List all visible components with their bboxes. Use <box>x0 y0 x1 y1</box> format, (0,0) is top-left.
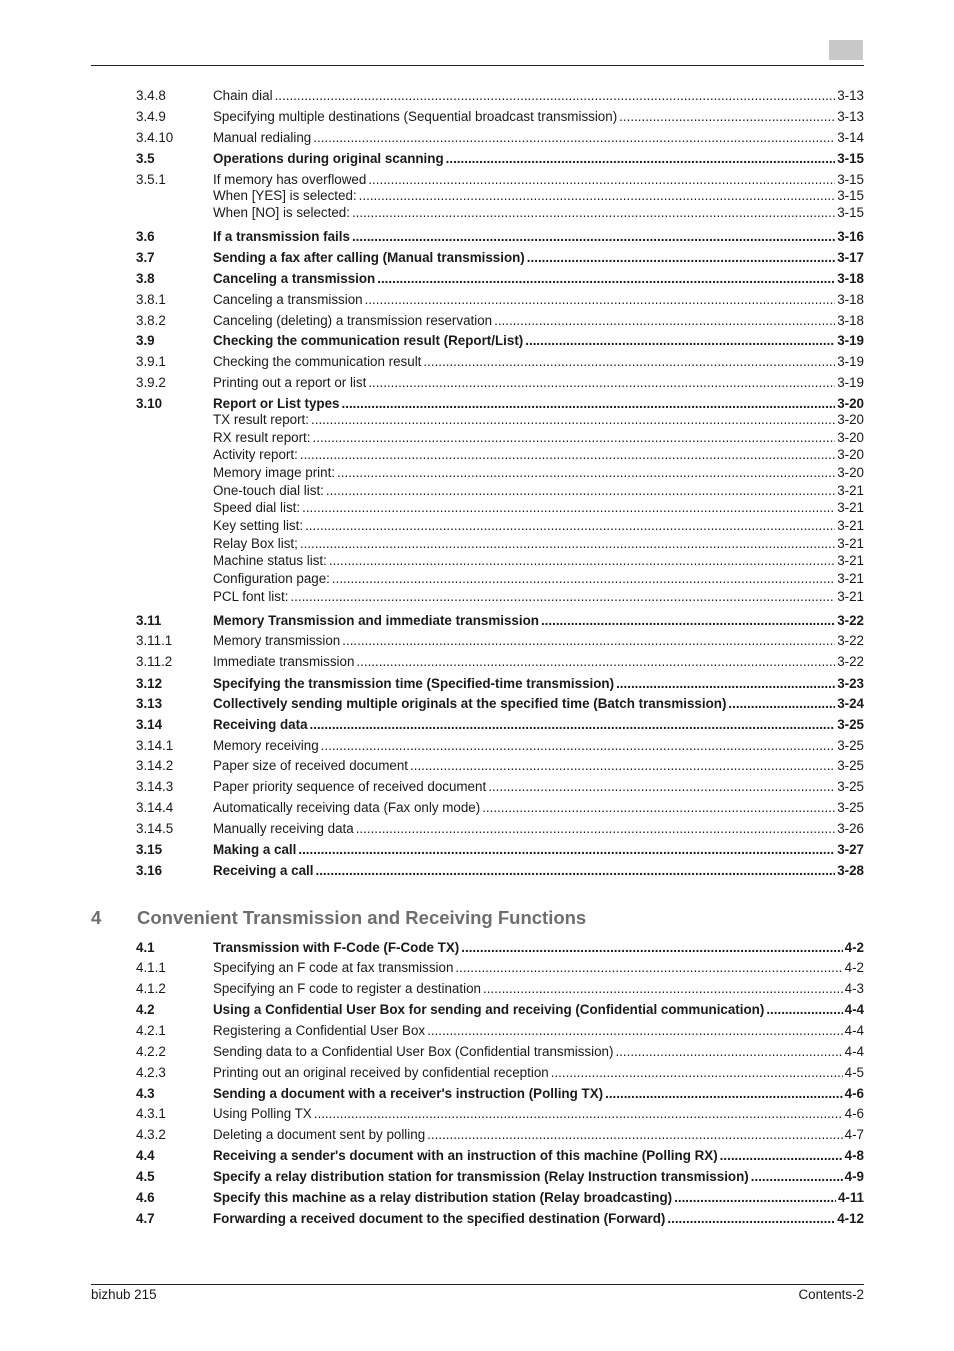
toc-entry-page: 4-12 <box>837 1211 864 1226</box>
dot-leader <box>667 1210 835 1227</box>
dot-leader <box>446 150 836 167</box>
toc-entry-title: Making a call <box>213 842 297 857</box>
toc-entry-page: 4-9 <box>844 1169 864 1184</box>
toc-entry-title: Manually receiving data <box>213 821 354 836</box>
toc-entry-number: 3.14 <box>136 717 163 732</box>
toc-entry[interactable] <box>136 959 864 976</box>
dot-leader <box>410 757 835 774</box>
toc-entry-page: 3-16 <box>837 229 864 244</box>
toc-entry-page: 3-20 <box>837 447 864 462</box>
toc-entry[interactable] <box>136 1210 864 1227</box>
dot-leader <box>275 87 836 104</box>
toc-entry-number: 3.11.2 <box>136 654 173 669</box>
toc-entry-title: When [YES] is selected: <box>213 188 357 203</box>
toc-entry[interactable] <box>136 353 864 370</box>
toc-entry[interactable] <box>136 939 864 956</box>
dot-leader <box>337 464 835 481</box>
dot-leader <box>305 517 835 534</box>
dot-leader <box>488 778 835 795</box>
toc-entry-title: Sending data to a Confidential User Box (Confidential transmission) <box>213 1044 614 1059</box>
chapter-number: 4 <box>91 907 102 928</box>
dot-leader <box>427 1126 842 1143</box>
toc-entry[interactable] <box>136 332 864 349</box>
toc-entry[interactable] <box>136 841 864 858</box>
dot-leader <box>352 204 835 221</box>
footer-divider <box>91 1284 864 1285</box>
toc-entry-page: 4-7 <box>844 1127 864 1142</box>
toc-entry-title: Memory image print: <box>213 465 336 480</box>
dot-leader <box>300 446 835 463</box>
toc-entry-title: Memory Transmission and immediate transmission <box>213 613 539 628</box>
toc-entry-number: 3.8.2 <box>136 313 166 328</box>
toc-entry-title: Memory transmission <box>213 633 341 648</box>
toc-entry[interactable] <box>213 535 864 552</box>
toc-entry-page: 3-20 <box>837 465 864 480</box>
toc-entry-title: Transmission with F-Code (F-Code TX) <box>213 940 460 955</box>
dot-leader <box>342 632 835 649</box>
toc-entry-number: 3.8 <box>136 271 155 286</box>
toc-entry-page: 3-25 <box>837 758 864 773</box>
toc-entry-title: When [NO] is selected: <box>213 205 350 220</box>
footer-product: bizhub 215 <box>91 1287 157 1302</box>
toc-entry[interactable] <box>213 187 864 204</box>
toc-entry-number: 3.4.9 <box>136 109 166 124</box>
dot-leader <box>494 312 835 329</box>
toc-entry-number: 4.1 <box>136 940 155 955</box>
toc-entry-page: 3-26 <box>837 821 864 836</box>
toc-entry[interactable] <box>136 757 864 774</box>
toc-entry-title: Manual redialing <box>213 130 312 145</box>
toc-entry-number: 3.4.8 <box>136 88 166 103</box>
toc-entry-title: Key setting list: <box>213 518 304 533</box>
toc-entry-page: 3-21 <box>837 518 864 533</box>
chapter-title: Convenient Transmission and Receiving Functions <box>137 907 587 928</box>
toc-entry[interactable] <box>136 612 864 629</box>
toc-entry-number: 3.14.4 <box>136 800 174 815</box>
toc-entry-number: 3.13 <box>136 696 163 711</box>
toc-entry-number: 4.2 <box>136 1002 155 1017</box>
toc-entry-page: 3-15 <box>837 151 864 166</box>
toc-entry-page: 3-27 <box>837 842 864 857</box>
toc-entry[interactable] <box>136 228 864 245</box>
toc-entry[interactable] <box>136 1105 864 1122</box>
dot-leader <box>616 675 835 692</box>
toc-entry[interactable] <box>136 1189 864 1206</box>
dot-leader <box>751 1168 843 1185</box>
dot-leader <box>310 716 836 733</box>
toc-entry[interactable] <box>136 171 864 188</box>
dot-leader <box>300 535 835 552</box>
dot-leader <box>368 374 835 391</box>
dot-leader <box>329 552 835 569</box>
toc-entry-page: 3-25 <box>837 717 864 732</box>
dot-leader <box>455 959 842 976</box>
toc-entry[interactable] <box>136 1168 864 1185</box>
toc-entry-title: If a transmission fails <box>213 229 350 244</box>
toc-entry-number: 3.11.1 <box>136 633 173 648</box>
toc-entry-title: Receiving data <box>213 717 308 732</box>
toc-entry-page: 3-13 <box>837 88 864 103</box>
toc-entry-title: Collectively sending multiple originals at the specified time (Batch transmission) <box>213 696 727 711</box>
toc-entry-title: Chain dial <box>213 88 273 103</box>
dot-leader <box>302 499 835 516</box>
toc-entry-title: Specifying an F code to register a destination <box>213 981 481 996</box>
dot-leader <box>541 612 835 629</box>
toc-entry[interactable] <box>136 1022 864 1039</box>
dot-leader <box>313 429 836 446</box>
toc-entry-title: RX result report: <box>213 430 311 445</box>
toc-entry-title: Immediate transmission <box>213 654 355 669</box>
toc-entry[interactable] <box>213 204 864 221</box>
toc-entry-number: 3.8.1 <box>136 292 166 307</box>
toc-entry-title: Receiving a sender's document with an instruction of this machine (Polling RX) <box>213 1148 718 1163</box>
toc-entry[interactable] <box>136 799 864 816</box>
toc-entry-title: Checking the communication result <box>213 354 422 369</box>
toc-entry[interactable] <box>136 1147 864 1164</box>
toc-entry-title: Registering a Confidential User Box <box>213 1023 426 1038</box>
toc-entry[interactable] <box>136 374 864 391</box>
dot-leader <box>365 291 836 308</box>
dot-leader <box>311 411 835 428</box>
dot-leader <box>619 108 835 125</box>
dot-leader <box>321 737 836 754</box>
toc-entry-page: 3-23 <box>837 676 864 691</box>
dot-leader <box>605 1085 843 1102</box>
toc-entry-number: 4.2.3 <box>136 1065 166 1080</box>
toc-entry-page: 3-21 <box>837 553 864 568</box>
toc-entry[interactable] <box>136 1085 864 1102</box>
toc-entry-number: 3.16 <box>136 863 163 878</box>
dot-leader <box>359 187 836 204</box>
toc-entry[interactable] <box>213 517 864 534</box>
toc-entry-number: 4.4 <box>136 1148 155 1163</box>
chapter-heading <box>91 905 864 931</box>
dot-leader <box>525 332 835 349</box>
toc-entry[interactable] <box>136 270 864 287</box>
toc-entry[interactable] <box>136 87 864 104</box>
toc-entry-page: 4-6 <box>844 1086 864 1101</box>
toc-entry-page: 3-18 <box>837 313 864 328</box>
toc-entry-page: 3-15 <box>837 172 864 187</box>
toc-entry-page: 3-19 <box>837 354 864 369</box>
dot-leader <box>298 841 835 858</box>
toc-entry-number: 4.3.1 <box>136 1106 166 1121</box>
toc-entry-number: 3.4.10 <box>136 130 174 145</box>
toc-entry-number: 3.14.2 <box>136 758 174 773</box>
toc-entry-page: 3-15 <box>837 188 864 203</box>
toc-entry-title: Canceling a transmission <box>213 292 363 307</box>
dot-leader <box>674 1189 836 1206</box>
toc-entry-number: 3.10 <box>136 396 163 411</box>
toc-entry[interactable] <box>136 820 864 837</box>
toc-entry-title: Speed dial list: <box>213 500 301 515</box>
toc-entry-title: PCL font list: <box>213 589 289 604</box>
toc-entry-title: Forwarding a received document to the specified destination (Forward) <box>213 1211 666 1226</box>
dot-leader <box>482 799 835 816</box>
toc-entry-title: Paper size of received document <box>213 758 409 773</box>
toc-entry[interactable] <box>136 980 864 997</box>
toc-entry-number: 3.9.1 <box>136 354 166 369</box>
toc-entry-number: 3.14.5 <box>136 821 174 836</box>
toc-entry-page: 3-13 <box>837 109 864 124</box>
toc-entry-title: Using a Confidential User Box for sending and receiving (Confidential communication) <box>213 1002 765 1017</box>
toc-entry-number: 3.5.1 <box>136 172 166 187</box>
toc-entry-page: 4-6 <box>844 1106 864 1121</box>
dot-leader <box>356 820 836 837</box>
toc-entry[interactable] <box>136 737 864 754</box>
toc-entry-number: 3.5 <box>136 151 155 166</box>
dot-leader <box>766 1001 842 1018</box>
toc-entry-page: 4-11 <box>837 1190 864 1205</box>
toc-entry-number: 4.1.2 <box>136 981 166 996</box>
toc-entry-page: 4-4 <box>844 1044 864 1059</box>
dot-leader <box>377 270 835 287</box>
toc-entry-page: 3-25 <box>837 800 864 815</box>
toc-entry-number: 3.7 <box>136 250 155 265</box>
toc-entry-number: 3.9.2 <box>136 375 166 390</box>
dot-leader <box>368 171 835 188</box>
toc-entry[interactable] <box>213 411 864 428</box>
toc-entry-title: Memory receiving <box>213 738 319 753</box>
toc-entry[interactable] <box>213 588 864 605</box>
toc-entry-page: 3-22 <box>837 654 864 669</box>
toc-entry-title: Configuration page: <box>213 571 330 586</box>
toc-entry[interactable] <box>136 129 864 146</box>
toc-entry-title: Sending a document with a receiver's instruction (Polling TX) <box>213 1086 604 1101</box>
toc-entry-number: 3.12 <box>136 676 163 691</box>
toc-entry-page: 4-8 <box>844 1148 864 1163</box>
dot-leader <box>290 588 835 605</box>
toc-entry[interactable] <box>213 570 864 587</box>
dot-leader <box>423 353 835 370</box>
toc-entry-number: 4.3.2 <box>136 1127 166 1142</box>
footer-page-label: Contents-2 <box>798 1287 864 1302</box>
toc-entry[interactable] <box>136 395 864 412</box>
toc-entry-number: 4.6 <box>136 1190 155 1205</box>
toc-entry-page: 3-19 <box>837 375 864 390</box>
toc-entry-title: Sending a fax after calling (Manual transmission) <box>213 250 525 265</box>
toc-entry-title: Paper priority sequence of received document <box>213 779 487 794</box>
toc-entry-title: Operations during original scanning <box>213 151 444 166</box>
toc-entry-number: 3.6 <box>136 229 155 244</box>
toc-entry-title: Specify a relay distribution station for transmission (Relay Instruction transmission) <box>213 1169 749 1184</box>
header-divider <box>91 65 864 66</box>
toc-entry-number: 4.1.1 <box>136 960 166 975</box>
toc-entry[interactable] <box>213 499 864 516</box>
dot-leader <box>326 482 835 499</box>
toc-entry-page: 4-4 <box>844 1002 864 1017</box>
header-marker <box>829 40 863 60</box>
toc-entry-page: 3-25 <box>837 738 864 753</box>
dot-leader <box>352 228 835 245</box>
toc-entry-page: 3-20 <box>837 430 864 445</box>
dot-leader <box>332 570 835 587</box>
toc-entry-title: Printing out an original received by confidential reception <box>213 1065 549 1080</box>
toc-entry-number: 3.14.3 <box>136 779 174 794</box>
toc-entry-page: 3-21 <box>837 571 864 586</box>
toc-entry[interactable] <box>213 446 864 463</box>
toc-entry-number: 4.2.2 <box>136 1044 166 1059</box>
toc-entry[interactable] <box>136 1043 864 1060</box>
toc-entry[interactable] <box>136 716 864 733</box>
toc-entry[interactable] <box>136 150 864 167</box>
toc-entry[interactable] <box>136 632 864 649</box>
toc-entry[interactable] <box>136 675 864 692</box>
dot-leader <box>615 1043 842 1060</box>
dot-leader <box>313 129 835 146</box>
toc-entry[interactable] <box>136 653 864 670</box>
toc-entry-title: If memory has overflowed <box>213 172 367 187</box>
dot-leader <box>720 1147 843 1164</box>
toc-entry-page: 3-19 <box>837 333 864 348</box>
toc-entry-page: 4-4 <box>844 1023 864 1038</box>
toc-entry[interactable] <box>136 249 864 266</box>
toc-entry-title: One-touch dial list: <box>213 483 324 498</box>
toc-entry-number: 4.3 <box>136 1086 155 1101</box>
toc-entry-page: 3-21 <box>837 536 864 551</box>
toc-entry-page: 3-21 <box>837 500 864 515</box>
toc-entry-page: 4-2 <box>844 940 864 955</box>
toc-entry-page: 3-21 <box>837 589 864 604</box>
toc-entry-page: 4-3 <box>844 981 864 996</box>
toc-entry-title: Machine status list: <box>213 553 327 568</box>
dot-leader <box>551 1064 843 1081</box>
toc-entry[interactable] <box>136 312 864 329</box>
toc-entry-page: 3-18 <box>837 292 864 307</box>
toc-entry[interactable] <box>136 862 864 879</box>
dot-leader <box>356 653 835 670</box>
dot-leader <box>314 1105 843 1122</box>
toc-entry-title: Report or List types <box>213 396 340 411</box>
toc-entry[interactable] <box>136 108 864 125</box>
toc-entry-page: 3-20 <box>837 396 864 411</box>
toc-entry-title: Specifying multiple destinations (Sequential broadcast transmission) <box>213 109 618 124</box>
toc-entry[interactable] <box>136 291 864 308</box>
toc-entry-title: Printing out a report or list <box>213 375 367 390</box>
toc-entry-number: 4.5 <box>136 1169 155 1184</box>
toc-entry[interactable] <box>213 552 864 569</box>
toc-entry-title: Specify this machine as a relay distribution station (Relay broadcasting) <box>213 1190 673 1205</box>
toc-entry-title: Receiving a call <box>213 863 314 878</box>
dot-leader <box>427 1022 843 1039</box>
toc-entry-title: Deleting a document sent by polling <box>213 1127 426 1142</box>
toc-entry-title: TX result report: <box>213 412 309 427</box>
toc-entry[interactable] <box>136 778 864 795</box>
toc-entry-title: Specifying an F code at fax transmission <box>213 960 454 975</box>
dot-leader <box>315 862 835 879</box>
toc-entry-title: Canceling a transmission <box>213 271 376 286</box>
toc-entry[interactable] <box>213 482 864 499</box>
toc-entry-number: 4.7 <box>136 1211 155 1226</box>
toc-entry[interactable] <box>213 464 864 481</box>
toc-entry-title: Specifying the transmission time (Specified-time transmission) <box>213 676 615 691</box>
toc-entry-title: Automatically receiving data (Fax only mode) <box>213 800 481 815</box>
toc-entry-number: 3.9 <box>136 333 155 348</box>
toc-entry-page: 3-14 <box>837 130 864 145</box>
toc-entry-number: 3.14.1 <box>136 738 174 753</box>
toc-entry[interactable] <box>136 1126 864 1143</box>
toc-entry-page: 3-25 <box>837 779 864 794</box>
toc-entry[interactable] <box>136 695 864 712</box>
toc-entry-page: 3-28 <box>837 863 864 878</box>
toc-entry-page: 3-17 <box>837 250 864 265</box>
dot-leader <box>342 395 836 412</box>
toc-entry-page: 3-21 <box>837 483 864 498</box>
toc-entry-number: 3.11 <box>136 613 162 628</box>
toc-entry-title: Relay Box list; <box>213 536 298 551</box>
toc-entry-page: 3-15 <box>837 205 864 220</box>
toc-entry[interactable] <box>136 1001 864 1018</box>
dot-leader <box>461 939 842 956</box>
toc-entry-page: 3-24 <box>837 696 864 711</box>
toc-entry[interactable] <box>213 429 864 446</box>
toc-entry-page: 3-22 <box>837 613 864 628</box>
toc-entry-title: Using Polling TX <box>213 1106 312 1121</box>
toc-entry-page: 3-18 <box>837 271 864 286</box>
toc-entry-page: 3-20 <box>837 412 864 427</box>
toc-entry-number: 4.2.1 <box>136 1023 166 1038</box>
toc-entry-number: 3.15 <box>136 842 163 857</box>
dot-leader <box>728 695 835 712</box>
toc-entry-page: 4-2 <box>844 960 864 975</box>
toc-entry-title: Canceling (deleting) a transmission reservation <box>213 313 493 328</box>
toc-entry-title: Checking the communication result (Report/List) <box>213 333 524 348</box>
dot-leader <box>483 980 843 997</box>
toc-entry-page: 4-5 <box>844 1065 864 1080</box>
toc-entry-page: 3-22 <box>837 633 864 648</box>
dot-leader <box>527 249 835 266</box>
toc-entry-title: Activity report: <box>213 447 298 462</box>
toc-entry[interactable] <box>136 1064 864 1081</box>
